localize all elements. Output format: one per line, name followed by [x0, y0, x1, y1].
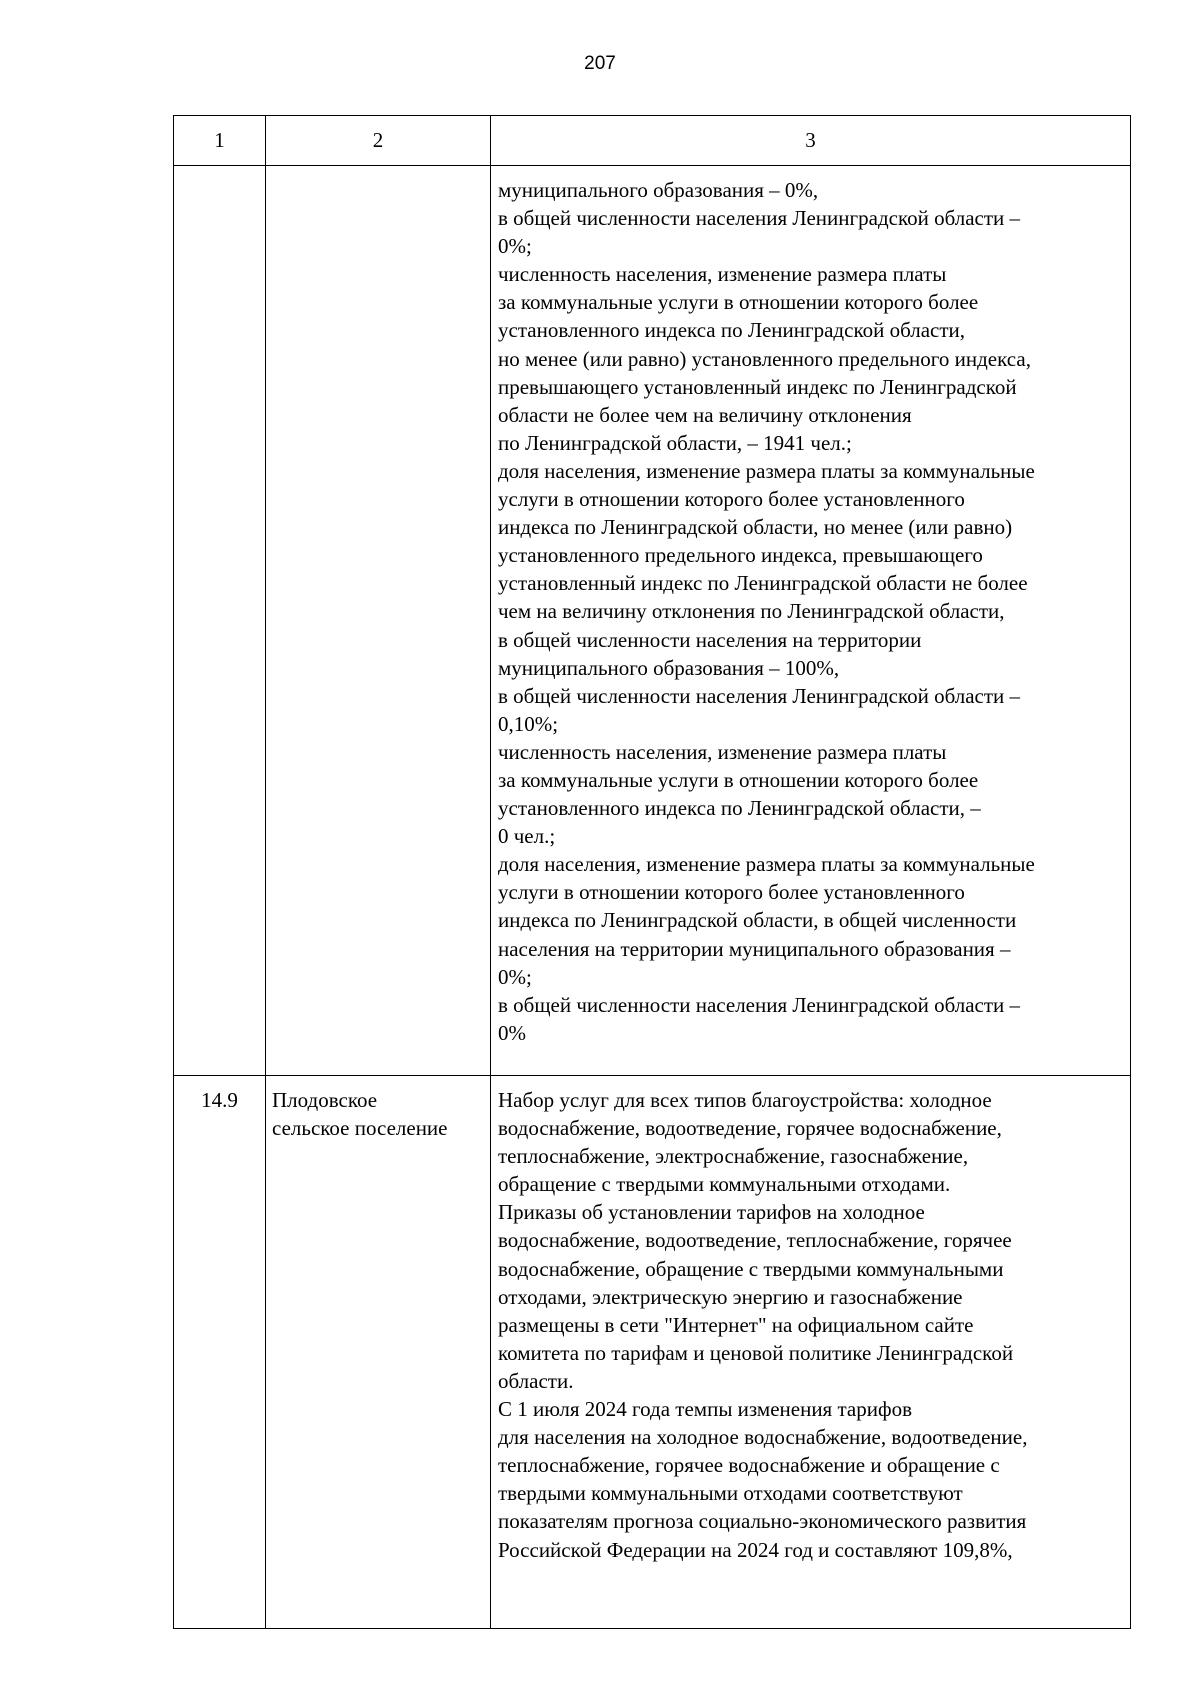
description-line: установленного индекса по Ленинградской области,	[498, 318, 966, 343]
description-line: водоснабжение, обращение с твердыми коммунальными	[498, 1256, 1004, 1281]
table-header-row	[174, 116, 1131, 166]
row-number-cell	[174, 166, 266, 1076]
description-line: комитета по тарифам и ценовой политике Ленинградской	[498, 1340, 1014, 1365]
description-line: 0%;	[498, 964, 532, 989]
description-line: 0,10%;	[498, 711, 559, 736]
description-line: доля населения, изменение размера платы за коммунальные	[498, 458, 1035, 483]
description-line: области не более чем на величину отклонения	[498, 402, 912, 427]
description-line: услуги в отношении которого более установленного	[498, 880, 965, 905]
description-line: численность населения, изменение размера платы	[498, 262, 947, 287]
row-number-cell: 14.9	[174, 1076, 266, 1629]
description-line: твердыми коммунальными отходами соответствуют	[498, 1481, 963, 1506]
description-line: водоснабжение, водоотведение, теплоснабжение, горячее	[498, 1228, 1012, 1253]
description-line: но менее (или равно) установленного предельного индекса,	[498, 346, 1031, 371]
description-line: муниципального образования – 0%,	[498, 178, 819, 202]
header-col-2: 2	[266, 116, 491, 166]
description-line: обращение с твердыми коммунальными отходами.	[498, 1172, 951, 1197]
description-cell	[491, 1076, 1131, 1629]
description-line: индекса по Ленинградской области, в общей численности	[498, 908, 1017, 933]
description-line: для населения на холодное водоснабжение, водоотведение,	[498, 1425, 1028, 1450]
table-row	[174, 166, 1131, 1076]
description-line: в общей численности населения на территории	[498, 627, 922, 652]
description-line: Приказы об установлении тарифов на холодное	[498, 1200, 925, 1225]
description-line: в общей численности населения Ленинградской области –	[498, 992, 1021, 1017]
description-line: муниципального образования – 100%,	[498, 655, 840, 680]
settlement-name-line: сельское поселение	[272, 1116, 448, 1141]
description-line: по Ленинградской области, – 1941 чел.;	[498, 430, 852, 455]
description-line: за коммунальные услуги в отношении которого более	[498, 290, 979, 315]
tariff-table	[173, 115, 1131, 1629]
description-line: Набор услуг для всех типов благоустройства: холодное	[498, 1088, 992, 1112]
description-line: теплоснабжение, электроснабжение, газоснабжение,	[498, 1144, 969, 1169]
description-line: размещены в сети "Интернет" на официальном сайте	[498, 1312, 974, 1337]
description-line: превышающего установленный индекс по Ленинградской	[498, 374, 1017, 399]
header-col-1: 1	[174, 116, 266, 166]
description-line: услуги в отношении которого более установленного	[498, 487, 965, 512]
description-line: С 1 июля 2024 года темпы изменения тарифов	[498, 1397, 912, 1422]
description-line: отходами, электрическую энергию и газоснабжение	[498, 1284, 963, 1309]
description-line: населения на территории муниципального образования –	[498, 936, 1011, 961]
description-line: теплоснабжение, горячее водоснабжение и обращение с	[498, 1453, 1000, 1478]
description-line: установленный индекс по Ленинградской области не более	[498, 571, 1028, 596]
settlement-name-line: Плодовское	[272, 1088, 378, 1112]
description-line: 0%	[498, 1020, 526, 1045]
description-line: показателям прогноза социально-экономического развития	[498, 1509, 1027, 1534]
description-line: индекса по Ленинградской области, но менее (или равно)	[498, 515, 1013, 540]
table-row	[174, 1076, 1131, 1629]
description-line: за коммунальные услуги в отношении которого более	[498, 767, 979, 792]
description-line: доля населения, изменение размера платы за коммунальные	[498, 852, 1035, 877]
description-line: установленного индекса по Ленинградской области, –	[498, 796, 981, 821]
description-line: водоснабжение, водоотведение, горячее водоснабжение,	[498, 1116, 1002, 1141]
description-line: области.	[498, 1368, 574, 1393]
description-line: численность населения, изменение размера платы	[498, 739, 947, 764]
description-line: установленного предельного индекса, превышающего	[498, 543, 983, 568]
description-line: в общей численности населения Ленинградской области –	[498, 683, 1021, 708]
description-line: Российской Федерации на 2024 год и составляют 109,8%,	[498, 1537, 1013, 1562]
description-cell	[491, 166, 1131, 1076]
page-number: 207	[584, 53, 616, 74]
header-col-3: 3	[491, 116, 1131, 166]
description-line: 0%;	[498, 234, 532, 259]
description-line: чем на величину отклонения по Ленинградской области,	[498, 599, 1005, 624]
settlement-name-cell	[266, 1076, 491, 1629]
settlement-name-cell	[266, 166, 491, 1076]
description-line: 0 чел.;	[498, 824, 556, 849]
description-line: в общей численности населения Ленинградской области –	[498, 206, 1021, 231]
